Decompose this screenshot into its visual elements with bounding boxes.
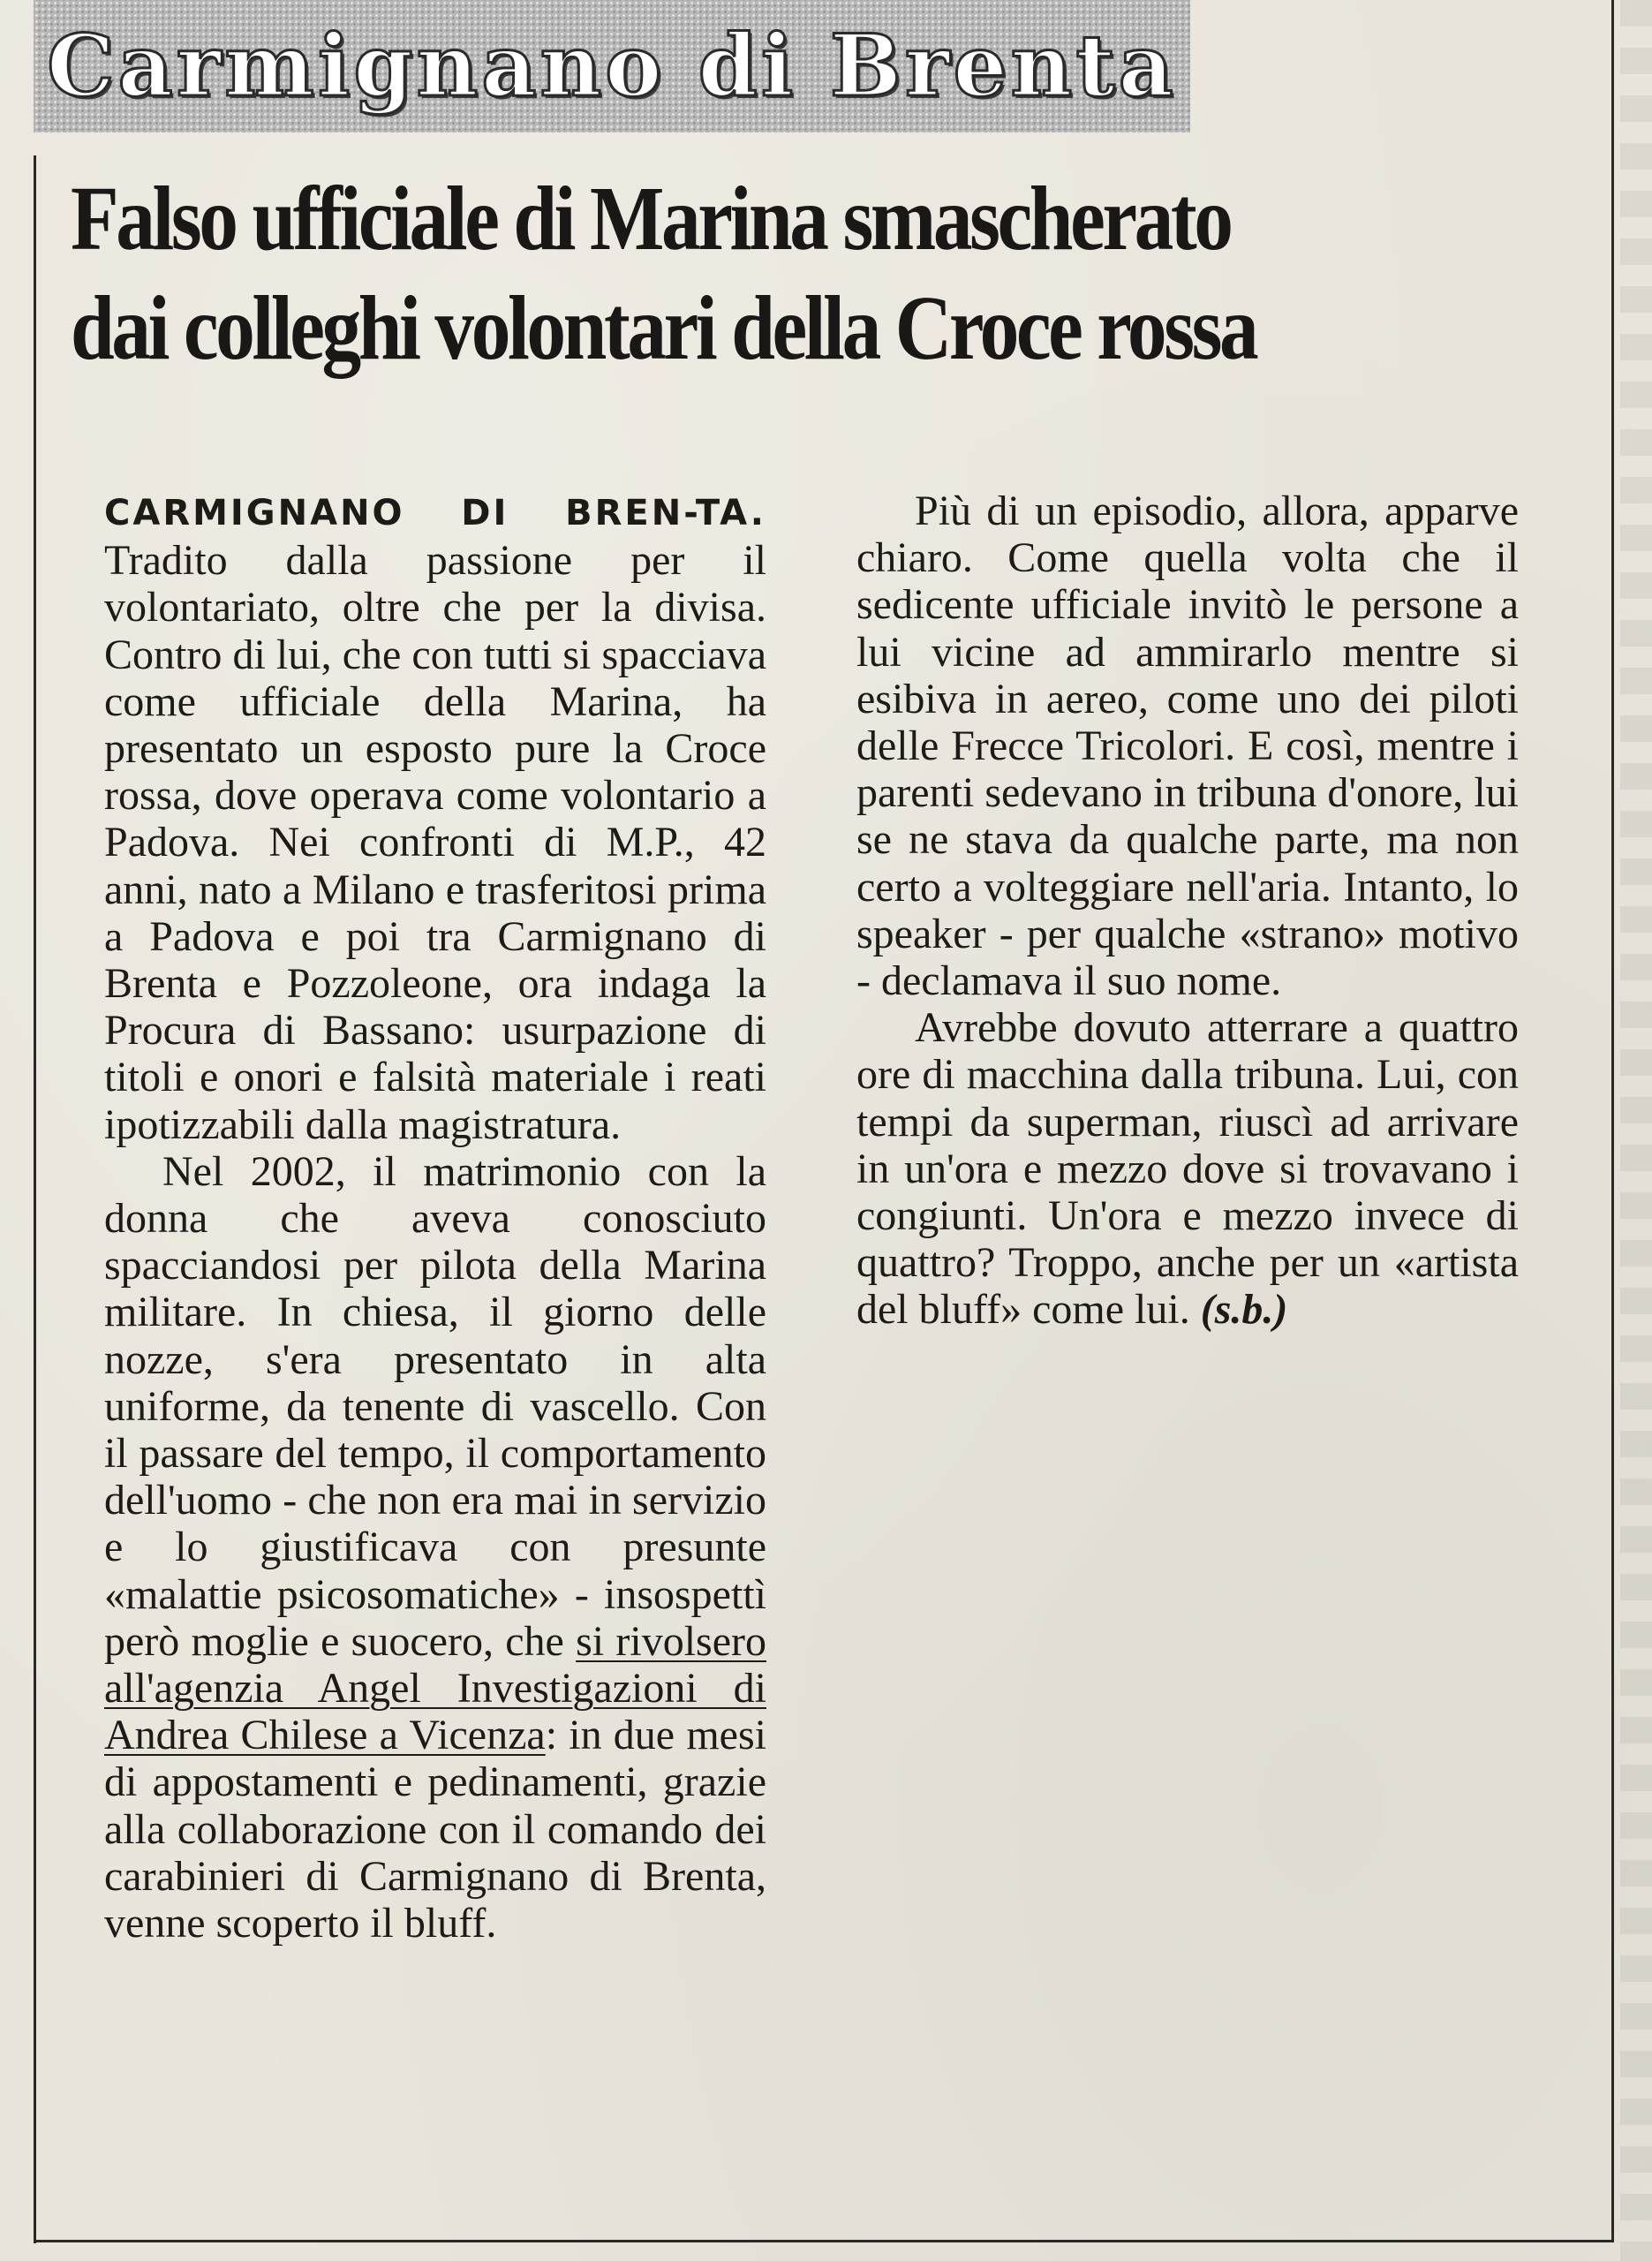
- article-frame-right: [1611, 0, 1614, 2242]
- article-paragraph-3: Più di un episodio, allora, apparve chiaro. Come quella volta che il sedicente ufficiale invitò le persone a lui vicine ad ammirarlo mentre si esibiva in aereo, come uno dei piloti delle Frecce Tricolori. E così, mentre i parenti sedevano in tribuna d'onore, lui se ne stava da qualche parte, ma non certo a volteggiare nell'aria. Intanto, lo speaker - per qualche «strano» motivo - declamava il suo nome.: [856, 488, 1519, 1005]
- author-signature: (s.b.): [1200, 1286, 1288, 1334]
- article-frame-left: [34, 155, 36, 2243]
- paragraph-4-text: Avrebbe dovuto atterrare a quattro ore di macchina dalla tribuna. Lui, con tempi da superman, riuscì ad arrivare in un'ora e mezzo dove si trovavano i congiunti. Un'ora e mezzo invece di quattro? Troppo, anche per un «artista del bluff» come lui.: [856, 1004, 1519, 1334]
- section-kicker: Carmignano di Brenta: [47, 16, 1177, 116]
- headline: [71, 164, 1377, 383]
- article-paragraph-4: [856, 1004, 1519, 1333]
- paragraph-1-text: Tradito dalla passione per il volontariato, oltre che per la divisa. Contro di lui, che con tutti si spacciava come ufficiale della Marina, ha presentato un esposto pure la Croce rossa, dove operava come volontario a Padova. Nei confronti di M.P., 42 anni, nato a Milano e trasferitosi prima a Padova e poi tra Carmignano di Brenta e Pozzoleone, ora indaga la Procura di Bassano: usurpazione di titoli e onori e falsità materiale i reati ipotizzabili dalla magistratura.: [104, 537, 766, 1148]
- article-frame-bottom: [34, 2240, 1614, 2242]
- paragraph-2-text: Nel 2002, il matrimonio con la donna che aveva conosciuto spacciandosi per pilota della Marina militare. In chiesa, il giorno delle nozze, s'era presentato in alta uniforme, da tenente di vascello. Con il passare del tempo, il comportamento dell'uomo - che non era mai in servizio e lo giustificava con presunte «malattie psicosomatiche» - insospettì però moglie e suocero, che: [104, 1147, 766, 1665]
- headline-line-2: dai colleghi volontari della Croce rossa: [71, 277, 1256, 379]
- dateline: CARMIGNANO DI BREN-TA.: [104, 493, 766, 533]
- paragraph-2-end: : in due mesi di appostamenti e pedinamenti, grazie alla collaborazione con il comando dei carabinieri di Carmignano di Brenta, venne scoperto il bluff.: [104, 1712, 766, 1947]
- article-paragraph-1: [104, 488, 766, 1148]
- article-column-left: [104, 488, 766, 1947]
- headline-line-1: Falso ufficiale di Marina smascherato: [71, 168, 1231, 269]
- article-column-right: [856, 488, 1519, 1334]
- article-paragraph-2: [104, 1148, 766, 1947]
- underlined-agency-reference: si rivolsero all'agenzia Angel Investigazioni di Andrea Chilese a Vicenza: [104, 1617, 766, 1759]
